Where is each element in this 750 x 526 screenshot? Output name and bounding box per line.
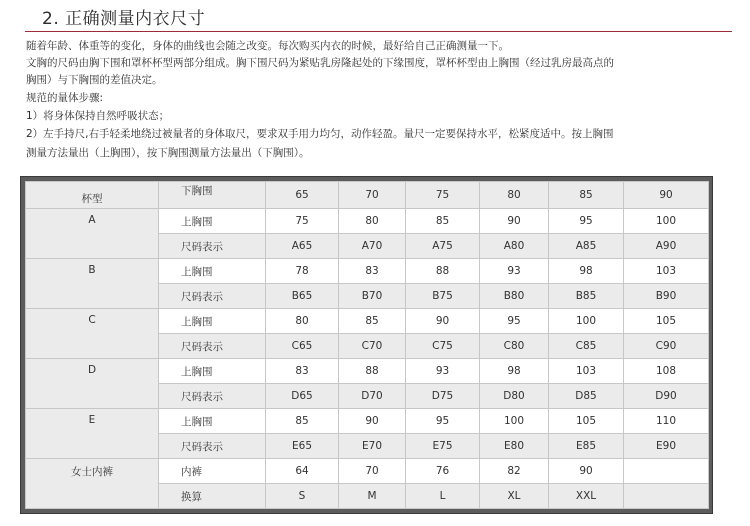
table-row [26, 182, 709, 209]
upper-bust-value: 95 [549, 209, 624, 234]
upper-bust-value: 100 [549, 309, 624, 334]
size-code-label: 尺码表示 [159, 384, 266, 409]
upper-bust-value: 103 [624, 259, 709, 284]
table-row [26, 359, 709, 384]
upper-bust-value: 110 [624, 409, 709, 434]
cup-type-header: 杯型 [26, 182, 159, 209]
upper-bust-value: 93 [480, 259, 549, 284]
size-code-value: C65 [266, 334, 339, 359]
upper-bust-label: 上胸围 [159, 309, 266, 334]
table-row [26, 459, 709, 484]
upper-bust-value: 83 [339, 259, 406, 284]
upper-bust-value: 88 [339, 359, 406, 384]
under-bust-header: 下胸围 [159, 182, 266, 209]
size-code-value: D80 [480, 384, 549, 409]
panties-conversion-value: L [406, 484, 480, 509]
size-code-value: A90 [624, 234, 709, 259]
upper-bust-value: 85 [266, 409, 339, 434]
cup-type-cell: C [26, 309, 159, 359]
under-bust-value: 80 [480, 182, 549, 209]
panties-size-value: 76 [406, 459, 480, 484]
under-bust-value: 85 [549, 182, 624, 209]
upper-bust-value: 100 [624, 209, 709, 234]
panties-conversion-value: XXL [549, 484, 624, 509]
panties-size-value [624, 459, 709, 484]
upper-bust-value: 103 [549, 359, 624, 384]
upper-bust-value: 98 [549, 259, 624, 284]
panties-conversion-label: 换算 [159, 484, 266, 509]
size-code-value: B70 [339, 284, 406, 309]
size-code-value: C80 [480, 334, 549, 359]
size-table-frame [20, 176, 713, 514]
upper-bust-value: 108 [624, 359, 709, 384]
intro-line-7: 测量方法量出（上胸围），按下胸围测量方法量出（下胸围）。 [26, 147, 310, 159]
under-bust-value: 70 [339, 182, 406, 209]
size-code-value: A70 [339, 234, 406, 259]
size-code-value: B80 [480, 284, 549, 309]
cup-type-cell: A [26, 209, 159, 259]
size-code-value: C70 [339, 334, 406, 359]
size-code-value: B85 [549, 284, 624, 309]
size-code-value: C75 [406, 334, 480, 359]
under-bust-value: 90 [624, 182, 709, 209]
intro-line-2: 文胸的尺码由胸下围和罩杯杯型两部分组成。胸下围尺码为紧贴乳房隆起处的下缘围度，罩杯杯型由上胸围（经过乳房最高点的 [26, 57, 614, 69]
size-code-label: 尺码表示 [159, 334, 266, 359]
size-code-value: A85 [549, 234, 624, 259]
intro-line-1: 随着年龄、体重等的变化，身体的曲线也会随之改变。每次购买内衣的时候，最好给自己正确测量一下。 [26, 40, 509, 52]
upper-bust-value: 83 [266, 359, 339, 384]
upper-bust-label: 上胸围 [159, 359, 266, 384]
cup-type-cell: D [26, 359, 159, 409]
upper-bust-value: 75 [266, 209, 339, 234]
size-code-value: E90 [624, 434, 709, 459]
intro-line-4: 规范的量体步骤: [26, 92, 104, 104]
cup-type-cell: B [26, 259, 159, 309]
under-bust-value: 75 [406, 182, 480, 209]
upper-bust-label: 上胸围 [159, 209, 266, 234]
panties-size-value: 82 [480, 459, 549, 484]
table-row [26, 259, 709, 284]
upper-bust-value: 85 [406, 209, 480, 234]
panties-conversion-value: S [266, 484, 339, 509]
panties-size-value: 64 [266, 459, 339, 484]
size-table [25, 181, 709, 509]
size-code-value: C90 [624, 334, 709, 359]
upper-bust-value: 98 [480, 359, 549, 384]
size-code-value: D85 [549, 384, 624, 409]
cup-type-cell: E [26, 409, 159, 459]
table-row [26, 309, 709, 334]
size-code-value: B75 [406, 284, 480, 309]
size-code-value: E85 [549, 434, 624, 459]
panties-conversion-value [624, 484, 709, 509]
under-bust-value: 65 [266, 182, 339, 209]
upper-bust-value: 78 [266, 259, 339, 284]
panties-conversion-value: XL [480, 484, 549, 509]
size-code-label: 尺码表示 [159, 434, 266, 459]
size-table-panel [25, 181, 708, 509]
size-code-label: 尺码表示 [159, 234, 266, 259]
table-row [26, 209, 709, 234]
panties-label: 女士内裤 [26, 459, 159, 509]
title-divider [25, 31, 732, 32]
size-code-value: E75 [406, 434, 480, 459]
intro-line-5: 1）将身体保持自然呼吸状态； [26, 110, 170, 122]
size-code-value: E65 [266, 434, 339, 459]
size-code-value: D70 [339, 384, 406, 409]
panties-size-value: 70 [339, 459, 406, 484]
intro-line-3: 胸围）与下胸围的差值决定。 [26, 74, 163, 86]
upper-bust-value: 105 [549, 409, 624, 434]
size-code-label: 尺码表示 [159, 284, 266, 309]
upper-bust-label: 上胸围 [159, 409, 266, 434]
panties-size-label: 内裤 [159, 459, 266, 484]
page-title: 2. 正确测量内衣尺寸 [42, 9, 206, 29]
upper-bust-value: 100 [480, 409, 549, 434]
table-row [26, 409, 709, 434]
upper-bust-value: 95 [480, 309, 549, 334]
upper-bust-value: 93 [406, 359, 480, 384]
upper-bust-value: 90 [406, 309, 480, 334]
upper-bust-value: 90 [480, 209, 549, 234]
upper-bust-label: 上胸围 [159, 259, 266, 284]
upper-bust-value: 90 [339, 409, 406, 434]
upper-bust-value: 80 [266, 309, 339, 334]
upper-bust-value: 88 [406, 259, 480, 284]
size-code-value: D90 [624, 384, 709, 409]
upper-bust-value: 85 [339, 309, 406, 334]
size-code-value: A80 [480, 234, 549, 259]
size-code-value: B90 [624, 284, 709, 309]
panties-conversion-value: M [339, 484, 406, 509]
panties-size-value: 90 [549, 459, 624, 484]
intro-line-6: 2）左手持尺,右手轻柔地绕过被量者的身体取尺，要求双手用力均匀，动作轻盈。量尺一定要保持水平，松紧度适中。按上胸围 [26, 128, 614, 140]
size-code-value: E80 [480, 434, 549, 459]
size-code-value: E70 [339, 434, 406, 459]
size-code-value: B65 [266, 284, 339, 309]
size-code-value: C85 [549, 334, 624, 359]
upper-bust-value: 95 [406, 409, 480, 434]
size-code-value: A75 [406, 234, 480, 259]
upper-bust-value: 80 [339, 209, 406, 234]
size-code-value: D65 [266, 384, 339, 409]
size-code-value: A65 [266, 234, 339, 259]
size-code-value: D75 [406, 384, 480, 409]
upper-bust-value: 105 [624, 309, 709, 334]
